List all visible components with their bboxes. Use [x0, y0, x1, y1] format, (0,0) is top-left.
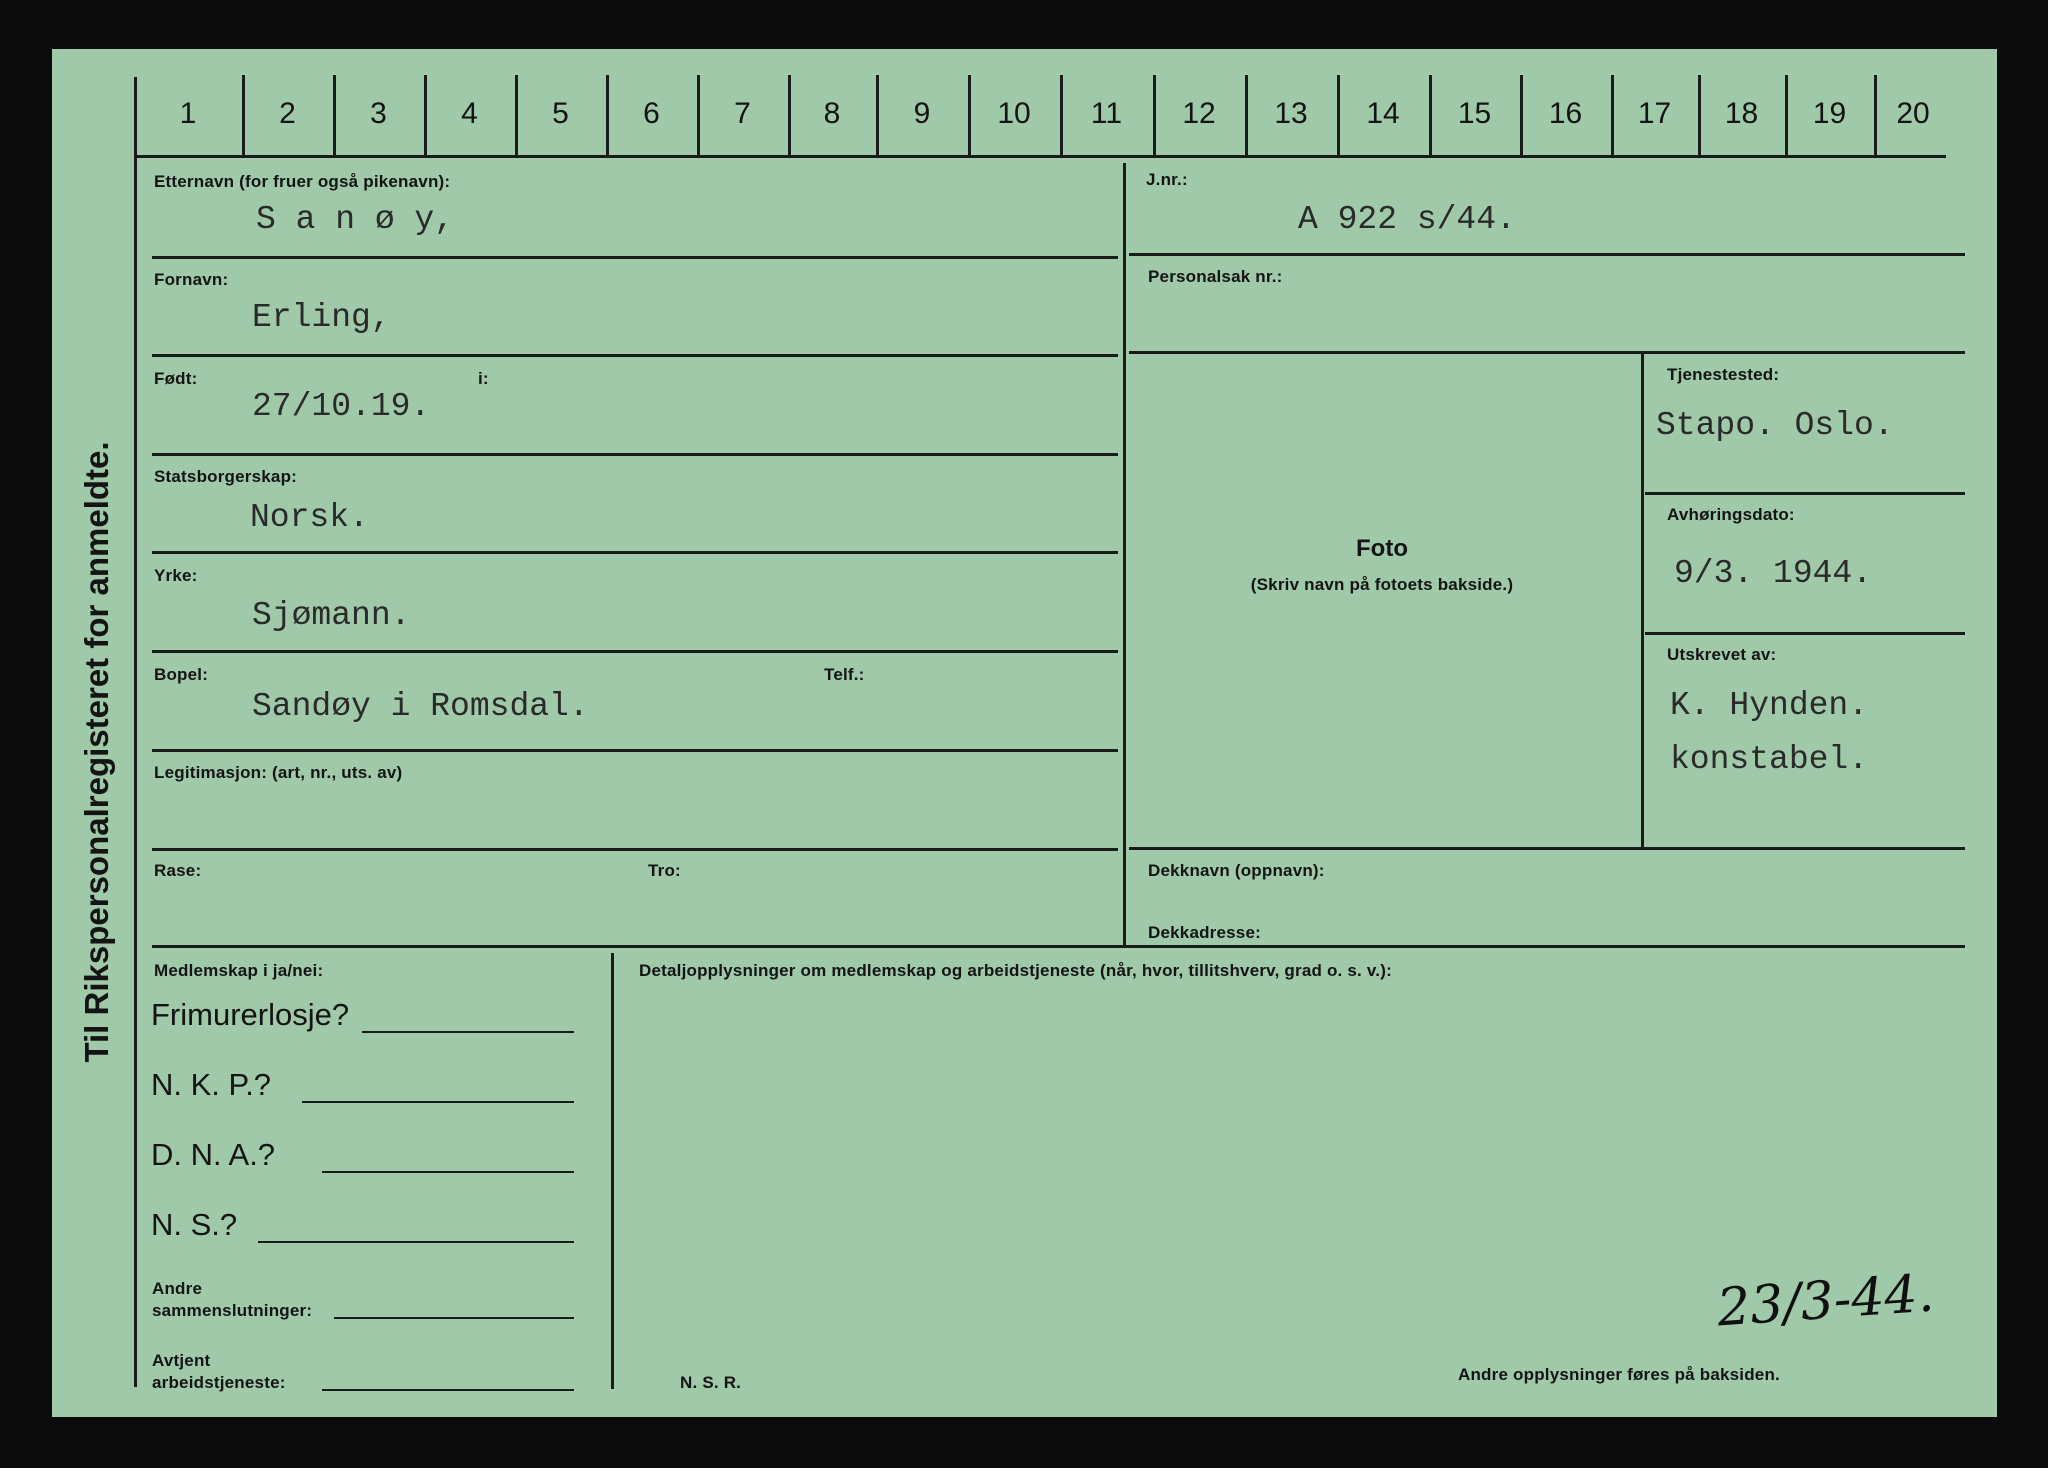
photo-right-divider — [1641, 354, 1644, 847]
column-number: 8 — [823, 97, 841, 130]
column-number: 10 — [997, 97, 1031, 130]
rule — [1645, 632, 1965, 635]
side-label: Til Rikspersonalregisteret for anmeldte. — [78, 441, 115, 1063]
column-number: 17 — [1637, 97, 1672, 130]
column-number: 4 — [461, 97, 478, 130]
utskrevet-label: Utskrevet av: — [1667, 645, 1777, 664]
dekkadresse-label: Dekkadresse: — [1148, 923, 1261, 942]
rule — [152, 256, 1118, 259]
column-divider — [1611, 75, 1614, 157]
column-number: 19 — [1812, 97, 1847, 130]
fodt-label: Født: — [154, 369, 198, 388]
column-number: 5 — [552, 97, 569, 130]
column-divider — [1060, 75, 1063, 157]
nsr-mark: N. S. R. — [680, 1373, 742, 1392]
telf-label: Telf.: — [824, 665, 865, 684]
membership-divider — [611, 953, 614, 1389]
tjenestested-label: Tjenestested: — [1667, 365, 1780, 384]
column-divider — [1520, 75, 1523, 157]
membership-item-ns: N. S.? — [151, 1207, 238, 1242]
column-number: 3 — [370, 97, 387, 130]
rule — [152, 749, 1118, 752]
column-number: 2 — [279, 97, 296, 130]
column-number: 1 — [179, 97, 197, 130]
column-number: 9 — [913, 97, 931, 130]
avhoringsdato-value: 9/3. 1944. — [1674, 555, 1873, 592]
fill-line — [258, 1241, 574, 1243]
column-divider — [1785, 75, 1788, 157]
column-divider — [968, 75, 971, 157]
statsborgerskap-value: Norsk. — [250, 499, 369, 536]
center-divider — [1123, 163, 1126, 947]
section-line — [152, 945, 1965, 948]
jnr-value: A 922 s/44. — [1298, 201, 1516, 238]
column-divider — [1153, 75, 1156, 157]
column-divider — [788, 75, 791, 157]
fill-line — [322, 1171, 574, 1173]
tro-label: Tro: — [648, 861, 681, 880]
left-border — [134, 77, 137, 1387]
fill-line — [362, 1031, 574, 1033]
rule — [1129, 253, 1965, 256]
column-number: 15 — [1457, 97, 1492, 130]
membership-item-frimurer: Frimurerlosje? — [151, 997, 350, 1032]
column-number: 16 — [1548, 97, 1583, 130]
fornavn-value: Erling, — [252, 299, 391, 336]
fill-line — [334, 1317, 574, 1319]
statsborgerskap-label: Statsborgerskap: — [154, 467, 298, 486]
tjenestested-value: Stapo. Oslo. — [1656, 407, 1894, 444]
rase-label: Rase: — [154, 861, 202, 880]
column-number: 11 — [1090, 97, 1123, 130]
column-divider — [1874, 75, 1877, 157]
column-number: 18 — [1724, 97, 1759, 130]
rule — [152, 650, 1118, 653]
column-divider — [515, 75, 518, 157]
column-number: 13 — [1274, 97, 1308, 130]
etternavn-label: Etternavn (for fruer også pikenavn): — [154, 172, 451, 191]
rule — [152, 453, 1118, 456]
bopel-value: Sandøy i Romsdal. — [252, 688, 589, 725]
utskrevet-line2: konstabel. — [1670, 741, 1869, 778]
rule — [1129, 351, 1965, 354]
avhoringsdato-label: Avhøringsdato: — [1667, 505, 1795, 524]
column-divider — [242, 75, 245, 157]
fornavn-label: Fornavn: — [154, 270, 229, 289]
foto-title: Foto — [1356, 535, 1408, 562]
column-number: 12 — [1182, 97, 1216, 130]
avtjent-label-1: Avtjent — [152, 1351, 211, 1370]
rule — [152, 848, 1118, 851]
membership-item-dna: D. N. A.? — [151, 1137, 276, 1172]
membership-item-nkp: N. K. P.? — [151, 1067, 272, 1102]
column-divider — [697, 75, 700, 157]
column-divider — [1429, 75, 1432, 157]
rule — [152, 354, 1118, 357]
footer-note: Andre opplysninger føres på baksiden. — [1458, 1365, 1780, 1384]
andre-label-1: Andre — [152, 1279, 203, 1298]
yrke-label: Yrke: — [154, 566, 198, 585]
legitimasjon-label: Legitimasjon: (art, nr., uts. av) — [154, 763, 403, 782]
column-divider — [1337, 75, 1340, 157]
fodt-value: 27/10.19. — [252, 388, 431, 425]
dekknavn-label: Dekknavn (oppnavn): — [1148, 861, 1325, 880]
rule — [1129, 847, 1965, 850]
personalsak-label: Personalsak nr.: — [1148, 267, 1283, 286]
column-number: 20 — [1896, 97, 1930, 130]
andre-label-2: sammenslutninger: — [152, 1301, 313, 1320]
registration-card — [52, 49, 1997, 1417]
column-divider — [876, 75, 879, 157]
details-label: Detaljopplysninger om medlemskap og arbeidstjeneste (når, hvor, tillitshverv, grad o. s. v.): — [639, 961, 1392, 980]
rule — [1645, 492, 1965, 495]
fill-line — [322, 1389, 574, 1391]
fill-line — [302, 1101, 574, 1103]
jnr-label: J.nr.: — [1146, 170, 1188, 189]
bopel-label: Bopel: — [154, 665, 209, 684]
column-number: 6 — [643, 97, 660, 130]
utskrevet-line1: K. Hynden. — [1670, 687, 1869, 724]
foto-subtitle: (Skriv navn på fotoets bakside.) — [1250, 575, 1514, 594]
avtjent-label-2: arbeidstjeneste: — [152, 1373, 286, 1392]
column-divider — [424, 75, 427, 157]
header-line — [134, 155, 1946, 158]
column-divider — [1698, 75, 1701, 157]
column-divider — [606, 75, 609, 157]
yrke-value: Sjømann. — [252, 597, 411, 634]
column-number: 14 — [1366, 97, 1400, 130]
column-number: 7 — [734, 97, 751, 130]
handwritten-date: 23/3-44. — [1715, 1263, 1936, 1339]
fodt-i-label: i: — [478, 369, 489, 388]
column-divider — [333, 75, 336, 157]
etternavn-value: S a n ø y, — [256, 201, 455, 238]
column-divider — [1245, 75, 1248, 157]
rule — [152, 551, 1118, 554]
membership-header: Medlemskap i ja/nei: — [154, 961, 324, 980]
